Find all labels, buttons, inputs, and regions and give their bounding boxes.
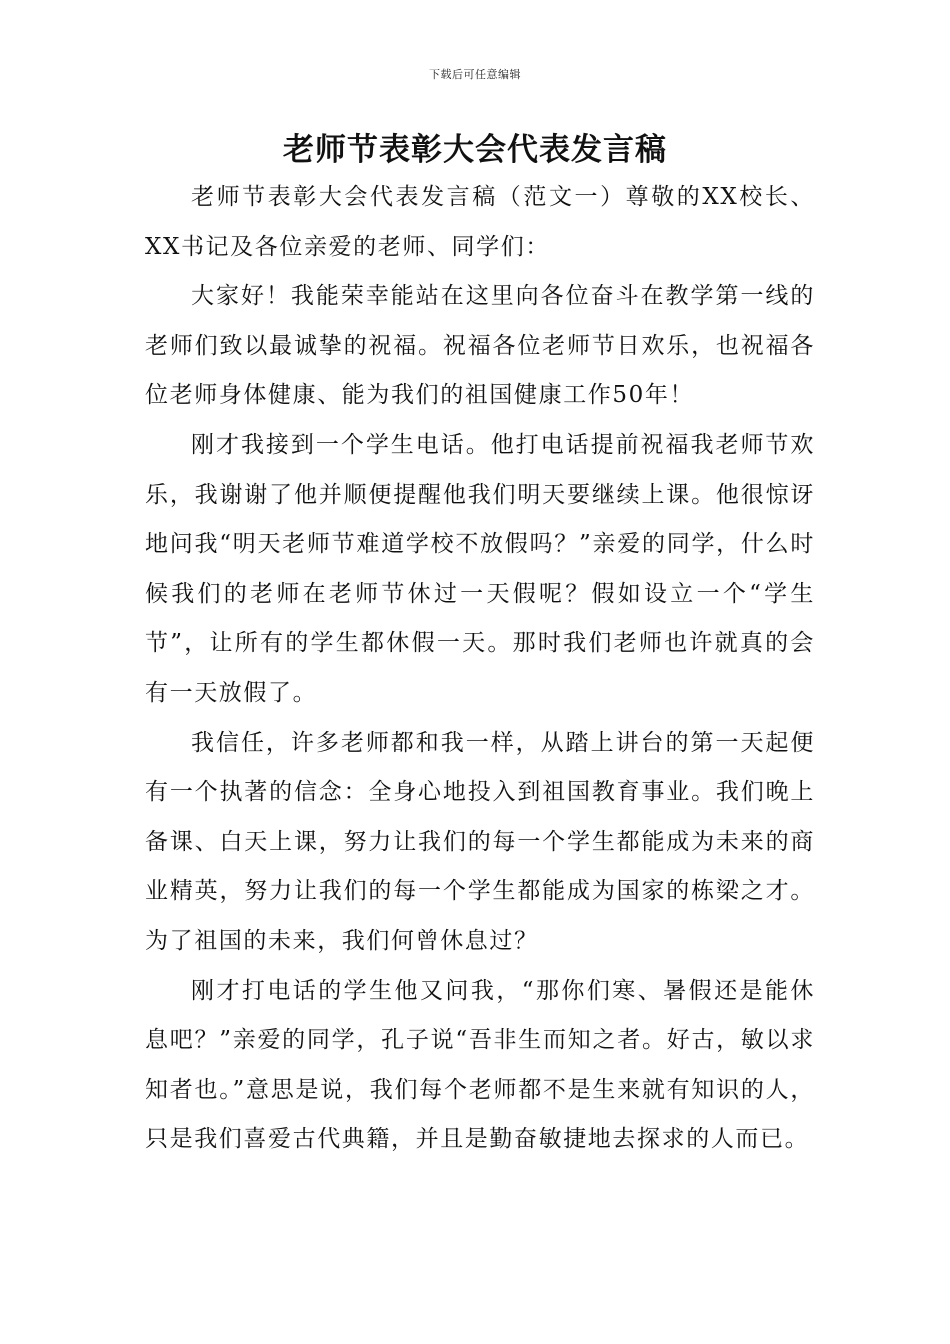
document-body [145,173,815,1165]
paragraph: 刚才打电话的学生他又问我，“那你们寒、暑假还是能休息吧？”亲爱的同学，孔子说“吾非生而知之者。好古，敏以求知者也。”意思是说，我们每个老师都不是生来就有知识的人，只是我们喜爱古代典籍，并且是勤奋敏捷地去探求的人而已。 [145,977,815,1153]
document-title: 老师节表彰大会代表发言稿 [283,132,667,168]
paragraph: 我信任，许多老师都和我一样，从踏上讲台的第一天起便有一个执著的信念：全身心地投入到祖国教育事业。我们晚上备课、白天上课，努力让我们的每一个学生都能成为未来的商业精英，努力让我们的每一个学生都能成为国家的栋梁之才。为了祖国的未来，我们何曾休息过？ [145,729,815,954]
header-note: 下载后可任意编辑 [429,68,521,81]
paragraph: 大家好！我能荣幸能站在这里向各位奋斗在教学第一线的老师们致以最诚挚的祝福。祝福各位老师节日欢乐，也祝福各位老师身体健康、能为我们的祖国健康工作50年！ [145,283,815,409]
paragraph: 老师节表彰大会代表发言稿（范文一）尊敬的XX校长、XX书记及各位亲爱的老师、同学们： [145,184,815,260]
paragraph: 刚才我接到一个学生电话。他打电话提前祝福我老师节欢乐，我谢谢了他并顺便提醒他我们明天要继续上课。他很惊讶地问我“明天老师节难道学校不放假吗？”亲爱的同学，什么时候我们的老师在老师节休过一天假呢？假如设立一个“学生节”，让所有的学生都休假一天。那时我们老师也许就真的会有一天放假了。 [145,431,815,706]
